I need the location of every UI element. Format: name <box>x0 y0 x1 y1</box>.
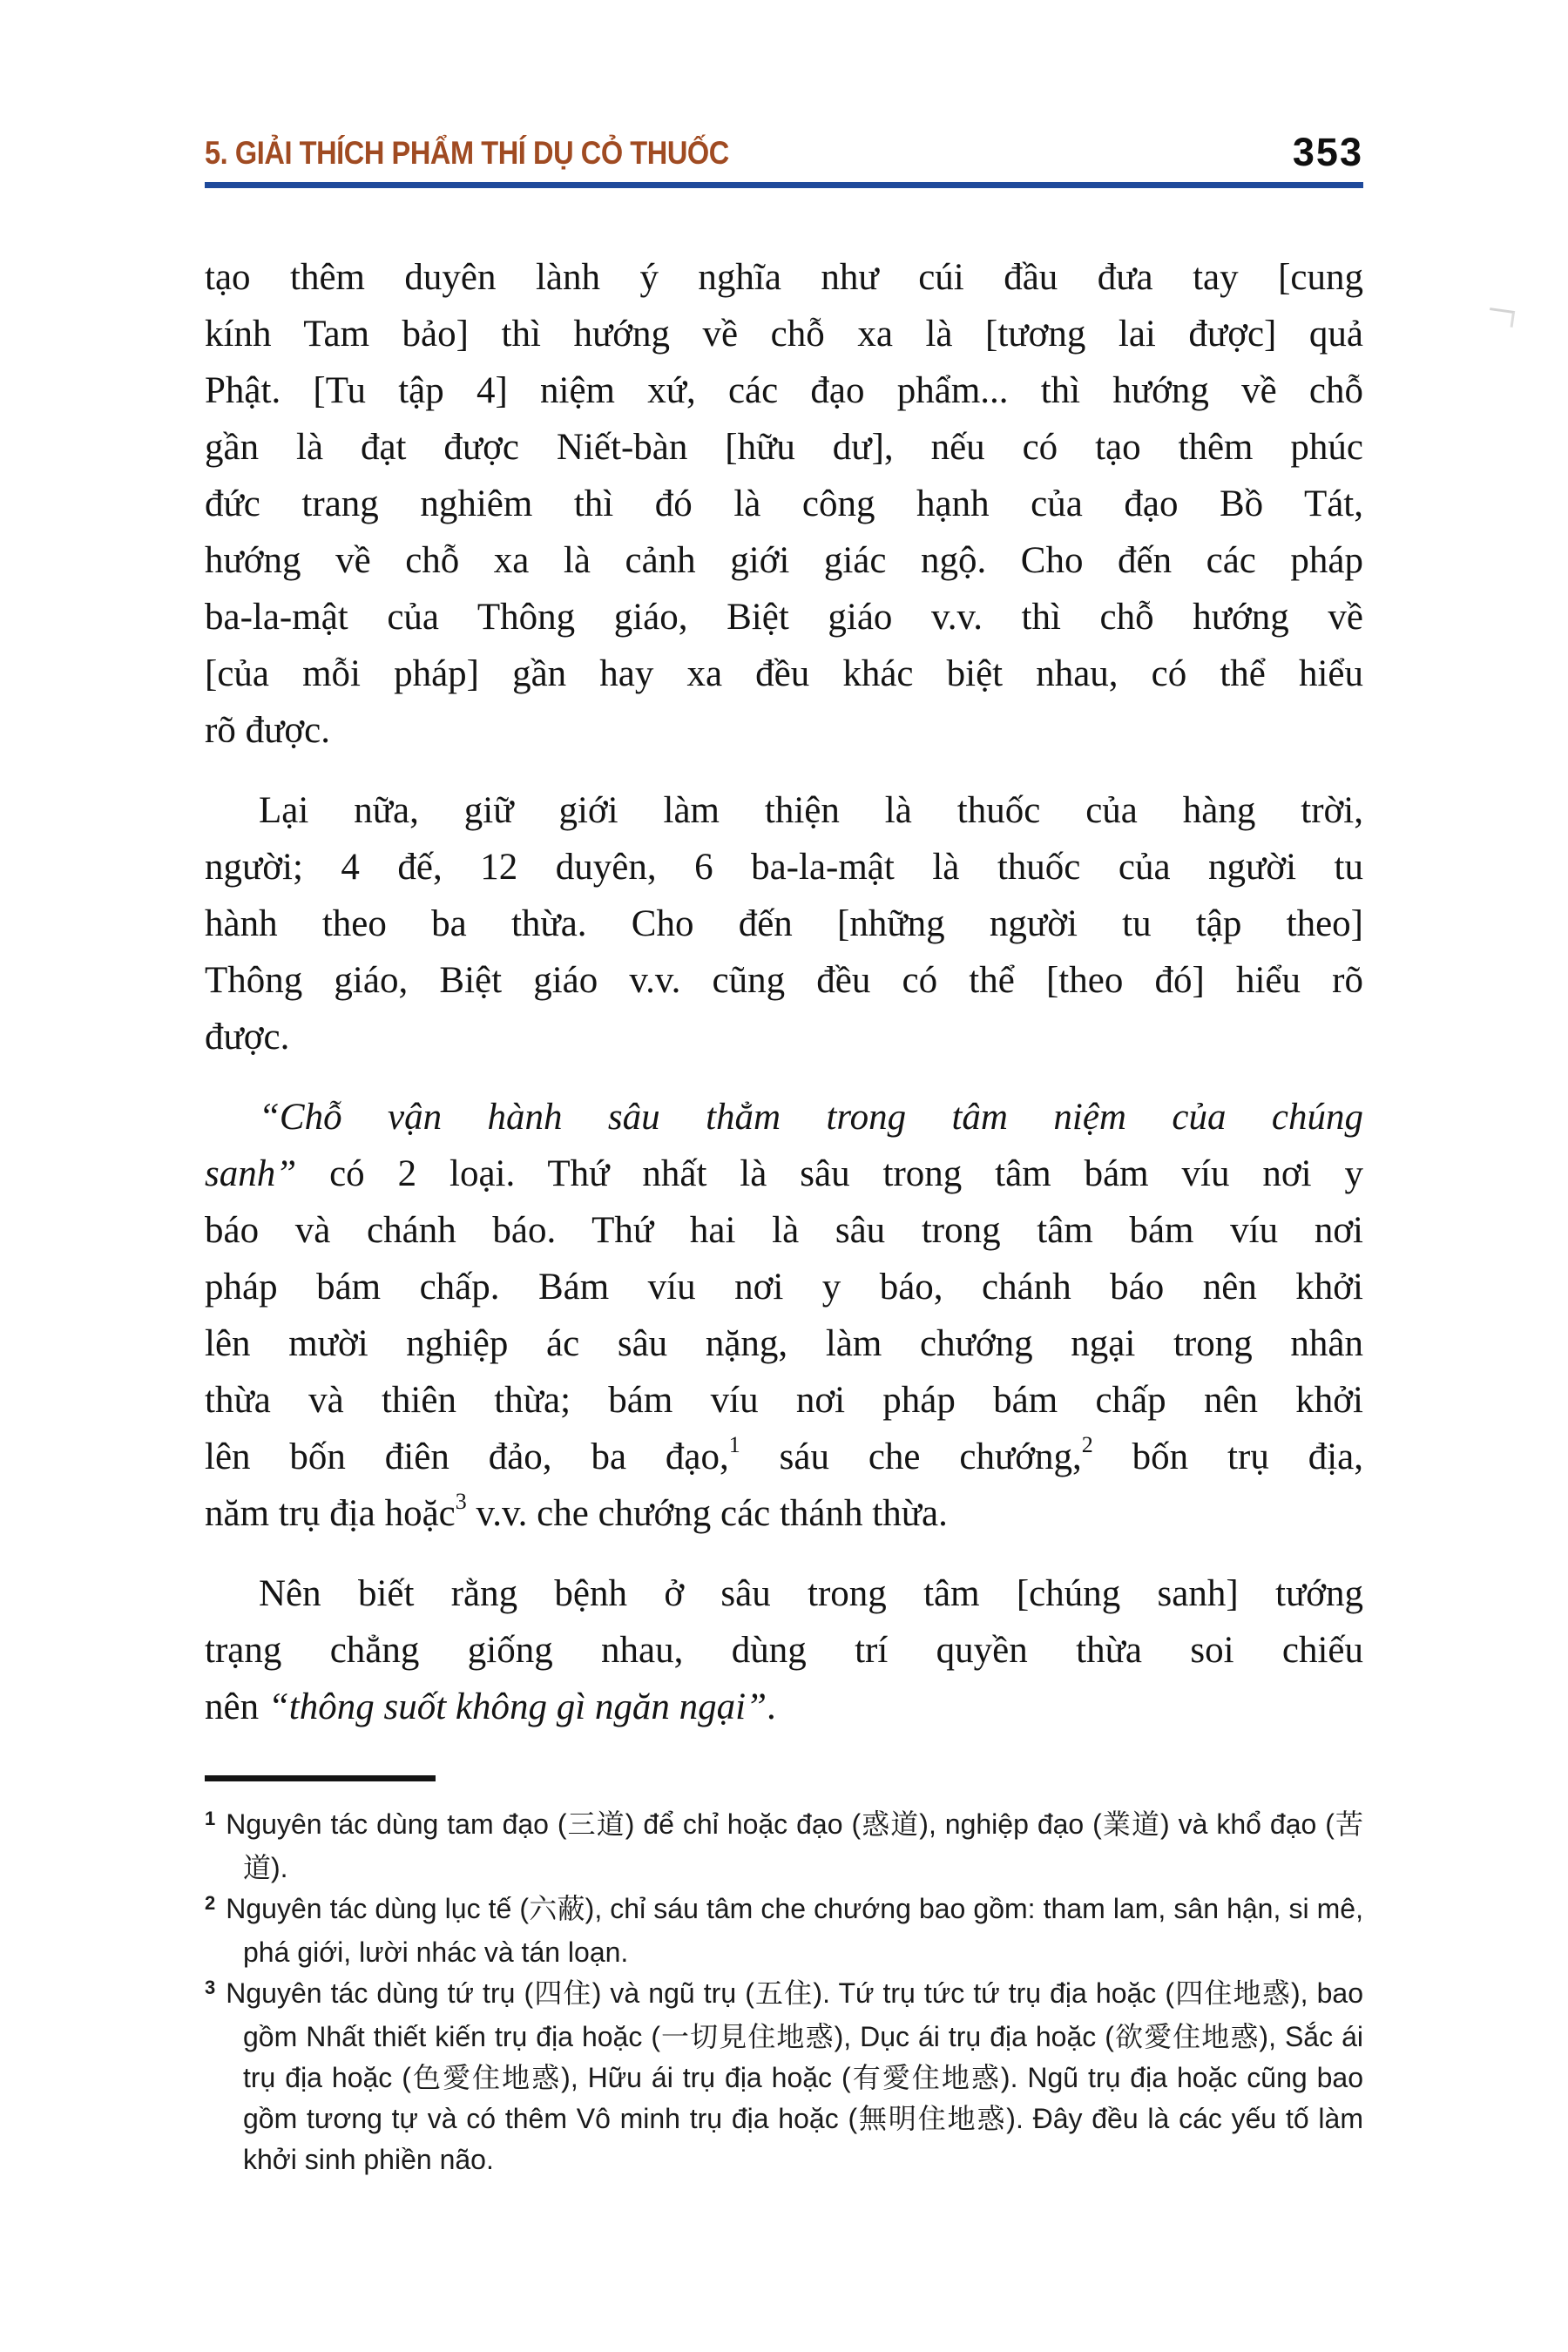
body-line <box>205 306 1363 362</box>
body-line <box>205 362 1363 419</box>
body-line <box>205 1429 1363 1485</box>
body-line <box>205 1259 1363 1315</box>
paragraph <box>205 249 1363 759</box>
text-run: trạng chẳng giống nhau, dùng trí quyền thừa soi chiếu <box>205 1630 1363 1671</box>
italic-text-run: “Chỗ vận hành sâu thẳm trong tâm niệm của chúng <box>259 1097 1363 1138</box>
body-line <box>205 1679 1363 1735</box>
text-run: nên <box>205 1686 268 1727</box>
text-run: báo và chánh báo. Thứ hai là sâu trong tâm bám víu nơi <box>205 1210 1363 1251</box>
footnote-ref: 3 <box>455 1488 467 1514</box>
text-run: rõ được. <box>205 710 330 751</box>
text-run: hành theo ba thừa. Cho đến [những người tu tập theo] <box>205 903 1363 944</box>
text-run: bốn trụ địa, <box>1092 1436 1363 1477</box>
body-line <box>205 476 1363 532</box>
body-line <box>205 702 1363 759</box>
body-line <box>205 1622 1363 1679</box>
body-line <box>205 896 1363 952</box>
body-line <box>205 1009 1363 1065</box>
footnote-ref: 2 <box>1081 1431 1093 1457</box>
footnote-marker: 2 <box>205 1892 216 1914</box>
page-content <box>205 132 1363 2180</box>
footnote <box>205 1804 1363 1889</box>
text-run: . <box>767 1686 776 1727</box>
header-rule <box>205 182 1363 188</box>
text-run: ba-la-mật của Thông giáo, Biệt giáo v.v. thì chỗ hướng về <box>205 597 1363 638</box>
body-line <box>205 419 1363 476</box>
text-run: lên mười nghiệp ác sâu nặng, làm chướng ngại trong nhân <box>205 1323 1363 1364</box>
text-run: Nên biết rằng bệnh ở sâu trong tâm [chúng sanh] tướng <box>259 1573 1363 1614</box>
body-text <box>205 249 1363 1735</box>
text-run: được. <box>205 1017 290 1058</box>
running-header <box>205 132 1363 172</box>
scan-artifact <box>1488 308 1515 328</box>
footnote <box>205 1889 1363 1973</box>
body-line <box>205 645 1363 702</box>
body-line <box>205 249 1363 306</box>
body-line <box>205 589 1363 645</box>
body-line <box>205 532 1363 589</box>
footnote-marker: 3 <box>205 1977 216 1998</box>
paragraph <box>205 782 1363 1065</box>
text-run: kính Tam bảo] thì hướng về chỗ xa là [tương lai được] quả <box>205 314 1363 355</box>
text-run: có 2 loại. Thứ nhất là sâu trong tâm bám víu nơi y <box>296 1153 1363 1194</box>
text-run: v.v. che chướng các thánh thừa. <box>466 1493 948 1534</box>
body-line <box>205 1146 1363 1202</box>
footnote-text: Nguyên tác dùng tam đạo (三道) để chỉ hoặc đạo (惑道), nghiệp đạo (業道) và khổ đạo (苦道). <box>226 1808 1363 1883</box>
body-line <box>205 1089 1363 1146</box>
text-run: lên bốn điên đảo, ba đạo, <box>205 1436 729 1477</box>
italic-text-run: sanh” <box>205 1153 297 1194</box>
text-run: Thông giáo, Biệt giáo v.v. cũng đều có thể [theo đó] hiểu rõ <box>205 960 1363 1001</box>
footnotes <box>205 1804 1363 2180</box>
footnote-ref: 1 <box>728 1431 740 1457</box>
body-line <box>205 1372 1363 1429</box>
footnote <box>205 1973 1363 2180</box>
text-run: Phật. [Tu tập 4] niệm xứ, các đạo phẩm... thì hướng về chỗ <box>205 370 1363 411</box>
footnote-text: Nguyên tác dùng lục tế (六蔽), chỉ sáu tâm che chướng bao gồm: tham lam, sân hận, si mê, phá giới, lười nhác và tán loạn. <box>226 1893 1363 1968</box>
text-run: tạo thêm duyên lành ý nghĩa như cúi đầu đưa tay [cung <box>205 257 1363 298</box>
chapter-title: 5. GIẢI THÍCH PHẨM THÍ DỤ CỎ THUỐC <box>205 135 729 171</box>
text-run: sáu che chướng, <box>740 1436 1082 1477</box>
footnote-separator <box>205 1775 436 1781</box>
text-run: đức trang nghiêm thì đó là công hạnh của đạo Bồ Tát, <box>205 483 1363 524</box>
body-line <box>205 782 1363 839</box>
body-line <box>205 1565 1363 1622</box>
text-run: Lại nữa, giữ giới làm thiện là thuốc của hàng trời, <box>259 790 1363 831</box>
paragraph <box>205 1089 1363 1542</box>
text-run: gần là đạt được Niết-bàn [hữu dư], nếu có tạo thêm phúc <box>205 427 1363 468</box>
text-run: pháp bám chấp. Bám víu nơi y báo, chánh báo nên khởi <box>205 1267 1363 1308</box>
body-line <box>205 1315 1363 1372</box>
text-run: [của mỗi pháp] gần hay xa đều khác biệt nhau, có thể hiểu <box>205 653 1363 694</box>
body-line <box>205 952 1363 1009</box>
page-number: 353 <box>1292 130 1363 174</box>
footnote-marker: 1 <box>205 1808 216 1829</box>
italic-text-run: “thông suốt không gì ngăn ngại” <box>267 1686 767 1727</box>
footnote-text: Nguyên tác dùng tứ trụ (四住) và ngũ trụ (五住). Tứ trụ tức tứ trụ địa hoặc (四住地惑), bao gồm Nhất thiết kiến trụ địa hoặc (一切見住地惑), Dục ái trụ địa hoặc (欲愛住地惑), Sắc ái trụ địa hoặc (色愛住地惑), Hữu ái trụ địa hoặc (有愛住地惑). Ngũ trụ địa hoặc cũng bao gồm tương tự và có thêm Vô minh trụ địa hoặc (無明住地惑). Đây đều là các yếu tố làm khởi sinh phiền não. <box>226 1977 1363 2175</box>
text-run: thừa và thiên thừa; bám víu nơi pháp bám chấp nên khởi <box>205 1380 1363 1421</box>
text-run: hướng về chỗ xa là cảnh giới giác ngộ. Cho đến các pháp <box>205 540 1363 581</box>
body-line <box>205 1485 1363 1542</box>
body-line <box>205 1202 1363 1259</box>
paragraph <box>205 1565 1363 1735</box>
text-run: năm trụ địa hoặc <box>205 1493 456 1534</box>
text-run: người; 4 đế, 12 duyên, 6 ba-la-mật là thuốc của người tu <box>205 847 1363 888</box>
body-line <box>205 839 1363 896</box>
